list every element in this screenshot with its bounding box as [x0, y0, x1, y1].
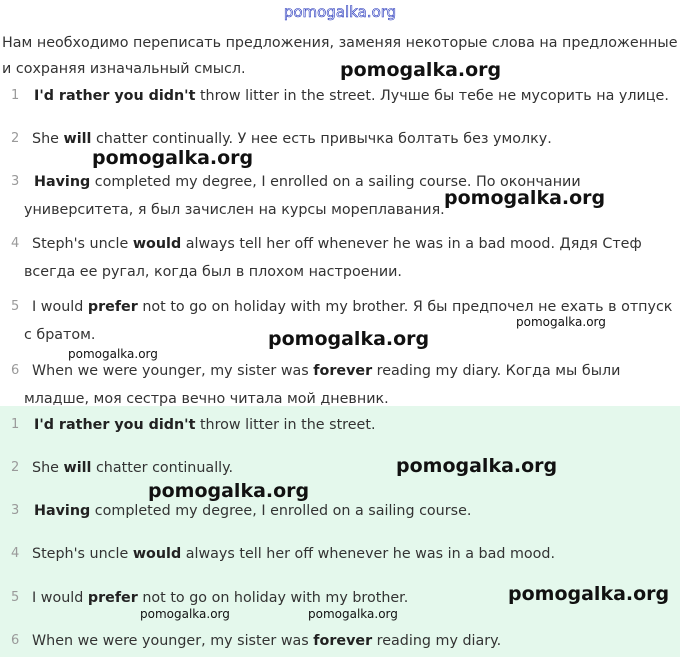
key-phrase: will [63, 131, 92, 147]
translation: Дядя Стеф всегда ее ругал, когда был в плохом настроении. [24, 236, 642, 280]
answer-item [11, 497, 676, 525]
watermark: pomogalka.org [68, 347, 158, 361]
key-phrase: forever [313, 363, 373, 379]
item-number: 5 [11, 590, 20, 605]
sentence-start: I would [32, 299, 88, 315]
sentence-rest: chatter continually. [91, 460, 234, 476]
item-number: 1 [11, 417, 20, 432]
sentence-rest: throw litter in the street. [195, 88, 376, 104]
translation: У нее есть привычка болтать без умолку. [233, 131, 552, 147]
translation: Лучше бы тебе не мусорить на улице. [375, 88, 669, 104]
sentence-rest: not to go on holiday with my brother. [137, 299, 409, 315]
key-phrase: I'd rather you didn't [34, 417, 196, 433]
watermark: pomogalka.org [92, 147, 254, 169]
item-number: 6 [11, 363, 20, 378]
sentence-rest: not to go on holiday with my brother. [137, 590, 409, 606]
answer-item [11, 540, 676, 568]
key-phrase: prefer [87, 590, 138, 606]
sentence-start: Steph's uncle [32, 236, 133, 252]
sentence-start: When we were younger, my sister was [32, 633, 314, 649]
item-number: 2 [11, 460, 20, 475]
key-phrase: Having [34, 174, 91, 190]
key-phrase: would [132, 236, 182, 252]
answer-item [11, 454, 676, 482]
sentence-rest: completed my degree, I enrolled on a sailing course. [90, 174, 472, 190]
translation: Я бы предпочел не ехать в отпуск с братом. [24, 299, 673, 343]
answer-item [11, 627, 676, 655]
sentence-rest: reading my diary. [372, 363, 502, 379]
answer-item [11, 411, 676, 439]
item-number: 3 [11, 503, 20, 518]
key-phrase: would [132, 546, 182, 562]
key-phrase: Having [34, 503, 91, 519]
item-number: 6 [11, 633, 20, 648]
item-number: 4 [11, 546, 20, 561]
watermark: pomogalka.org [140, 607, 230, 621]
top-watermark: pomogalka.org [283, 3, 397, 21]
item-number: 4 [11, 236, 20, 251]
item-number: 3 [11, 174, 20, 189]
watermark: pomogalka.org [508, 583, 670, 605]
watermark: pomogalka.org [148, 480, 310, 502]
exercise-item [11, 357, 676, 413]
sentence-rest: chatter continually. [91, 131, 234, 147]
sentence-rest: always tell her off whenever he was in a bad mood. [181, 236, 556, 252]
watermark: pomogalka.org [340, 59, 502, 81]
sentence-start: I would [32, 590, 88, 606]
sentence-start: When we were younger, my sister was [32, 363, 314, 379]
key-phrase: I'd rather you didn't [34, 88, 196, 104]
instruction-text: Нам необходимо переписать предложения, заменяя некоторые слова на предложенные и сохраняя изначальный смысл. [2, 35, 678, 77]
sentence-start: She [32, 460, 64, 476]
watermark: pomogalka.org [396, 455, 558, 477]
sentence-rest: completed my degree, I enrolled on a sailing course. [90, 503, 472, 519]
item-number: 1 [11, 88, 20, 103]
sentence-rest: throw litter in the street. [195, 417, 376, 433]
watermark: pomogalka.org [308, 607, 398, 621]
sentence-rest: always tell her off whenever he was in a bad mood. [181, 546, 556, 562]
watermark: pomogalka.org [516, 315, 606, 329]
watermark: pomogalka.org [268, 328, 430, 350]
translation: Когда мы были младше, моя сестра вечно читала мой дневник. [24, 363, 621, 407]
sentence-rest: reading my diary. [372, 633, 502, 649]
exercise-item [11, 82, 676, 110]
key-phrase: forever [313, 633, 373, 649]
exercise-item [11, 230, 676, 286]
key-phrase: prefer [87, 299, 138, 315]
watermark: pomogalka.org [444, 187, 606, 209]
sentence-start: She [32, 131, 64, 147]
item-number: 5 [11, 299, 20, 314]
key-phrase: will [63, 460, 92, 476]
translation: По окончании университета, я был зачислен на курсы мореплавания. [24, 174, 581, 218]
item-number: 2 [11, 131, 20, 146]
sentence-start: Steph's uncle [32, 546, 133, 562]
